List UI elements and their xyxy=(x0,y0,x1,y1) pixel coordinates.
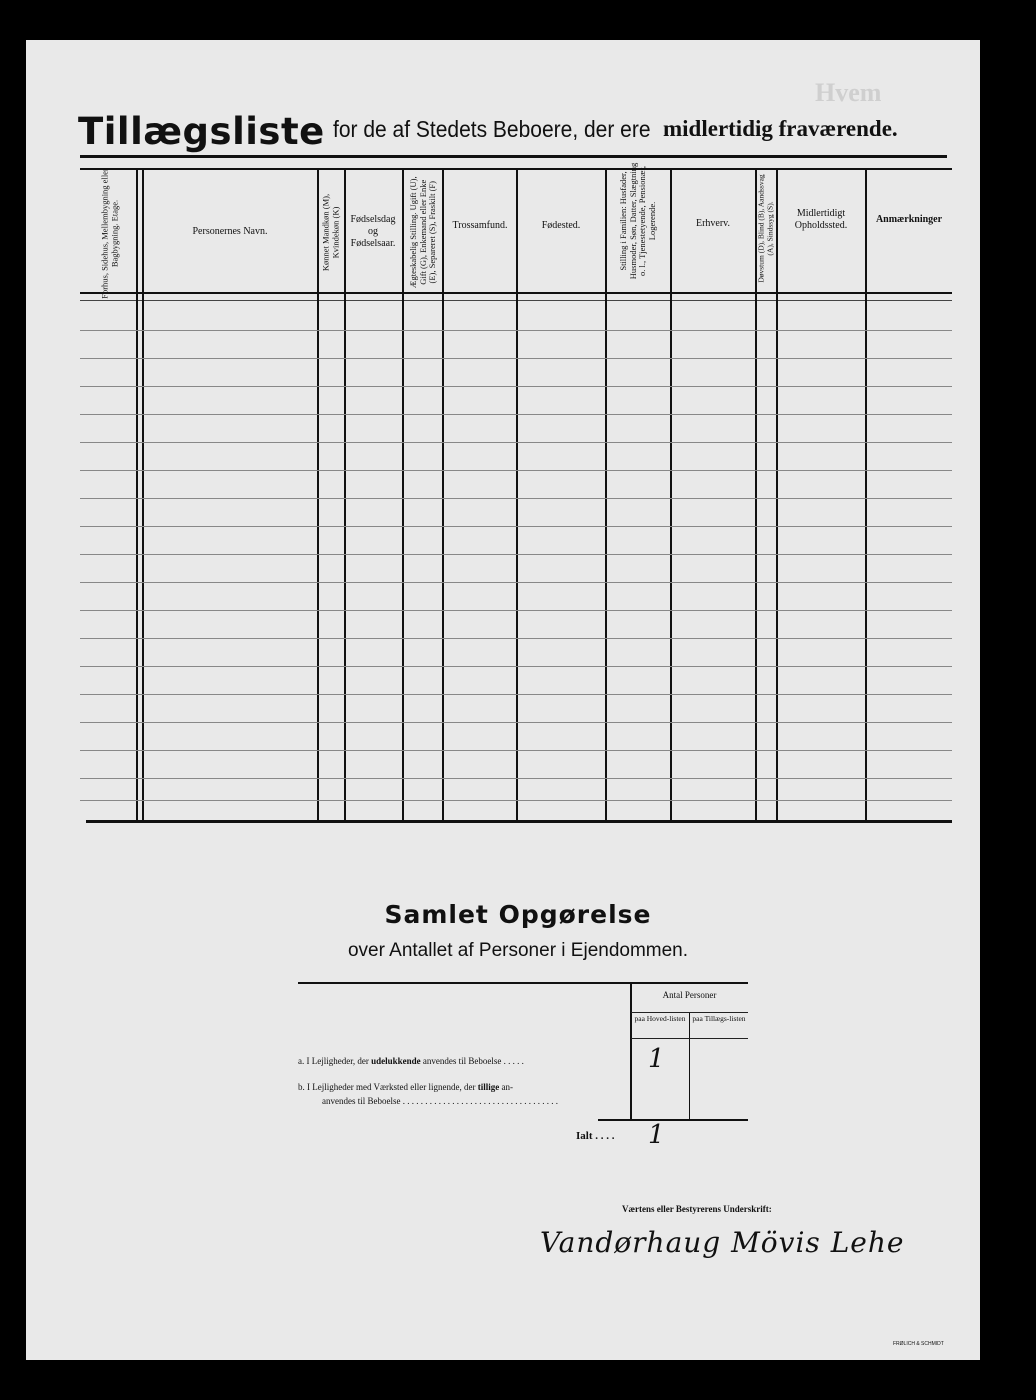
col-header-sex: Kønnet Mandkøn (M), Kvindekøn (K) xyxy=(320,193,340,272)
col-header-family-position: Stilling i Familien: Husfader, Husmoder, Søn, Datter, Slægtning o. l., Tjenestetyende, Pensionær, Logerende. xyxy=(618,162,657,280)
row-a-text-1: I Lejligheder, der xyxy=(306,1056,369,1066)
col-header-name: Personernes Navn. xyxy=(192,226,268,237)
total-label-text: Ialt xyxy=(576,1130,593,1142)
row-b-label-cont: anvendes til Beboelse . . . . . . . . . . . . . . . . . . . . . . . . . . . . . . . . . . . xyxy=(322,1096,558,1106)
col-header-remarks: Anmærkninger xyxy=(875,214,943,225)
col-header-religion: Trossamfund. xyxy=(452,220,508,231)
row-b-prefix: b. xyxy=(298,1082,305,1092)
form-title-rest: for de af Stedets Beboere, der ere xyxy=(333,117,651,143)
total-value: 1 xyxy=(648,1120,665,1150)
row-b-text-2: anvendes til Beboelse xyxy=(322,1096,401,1106)
total-label: Ialt . . . . xyxy=(576,1130,615,1142)
row-a-bold: udelukkende xyxy=(371,1056,421,1066)
row-a-prefix: a. xyxy=(298,1056,305,1066)
col-header-disability: Døvstum (D), Blind (B), Aandssvag (A), Sindssyg (S). xyxy=(756,174,774,283)
col-header-marital: Ægteskabelig Stilling. Ugift (U), Gift (G), Enkemand eller Enke (E), Separeret (S), Fraskilt (F) xyxy=(407,176,437,289)
antal-personer-header: Antal Personer xyxy=(662,990,717,1000)
row-b-text-1: I Lejligheder med Værksted eller lignende, der xyxy=(307,1082,476,1092)
row-a-text-2: anvendes til Beboelse xyxy=(422,1056,502,1066)
residents-table xyxy=(80,162,952,824)
row-b-label: b. I Lejligheder med Værksted eller lignende, der tillige an- xyxy=(298,1082,514,1092)
col-header-birthplace: Fødested. xyxy=(541,220,581,231)
signature-label: Værtens eller Bestyrerens Underskrift: xyxy=(622,1204,772,1214)
summary-table xyxy=(298,982,748,1152)
form-title: Tillægsliste xyxy=(78,110,325,153)
col-main-list: paa Hoved-listen xyxy=(634,1014,686,1023)
row-a-label: a. I Lejligheder, der udelukkende anvendes til Beboelse . . . . . xyxy=(298,1056,524,1066)
row-a-value: 1 xyxy=(648,1044,665,1074)
col-header-building: Forhus, Sidehus, Mellembygning eller Bagbygning. Etage. xyxy=(99,168,119,299)
printer-mark: FRØLICH & SCHMIDT xyxy=(893,1341,944,1347)
summary-title: Samlet Opgørelse xyxy=(384,900,652,929)
bleed-through-text: Hvem xyxy=(815,78,882,107)
summary-subtitle: over Antallet af Personer i Ejendommen. xyxy=(347,940,689,961)
col-header-occupation: Erhverv. xyxy=(695,218,731,229)
header-rule xyxy=(80,155,947,158)
signature: Vandørhaug Mövis Lehe xyxy=(540,1226,905,1259)
col-supp-list: paa Tillægs-listen xyxy=(692,1014,746,1023)
col-header-temp-residence: Midlertidigt Opholdssted. xyxy=(794,208,848,231)
col-header-birth: Fødselsdag og Fødselsaar. xyxy=(350,214,396,249)
row-b-bold: tillige xyxy=(477,1082,500,1092)
form-title-bold: midlertidig fraværende. xyxy=(663,116,898,141)
